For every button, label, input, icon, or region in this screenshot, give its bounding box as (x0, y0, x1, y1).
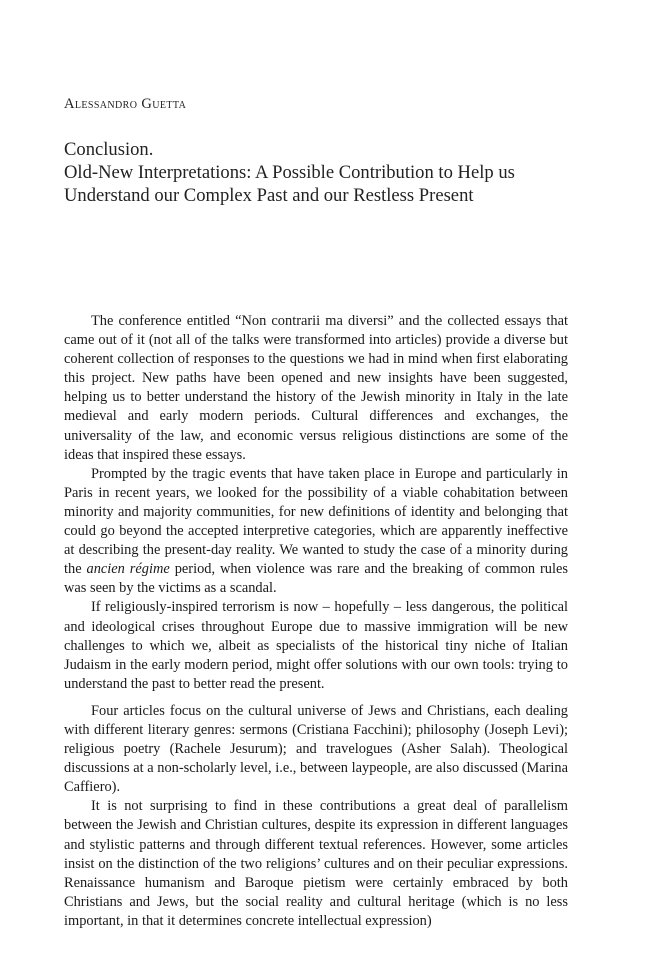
chapter-title-line: Old-New Interpretations: A Possible Contribution to Help us (64, 162, 515, 183)
paragraph: It is not surprising to find in these contributions a great deal of parallelism between the Jewish and Christian cultures, despite its expression in different languages and stylistic patterns and through different textual references. However, some articles insist on the distinction of the two religions’ cultures and on their peculiar expressions. Renaissance humanism and Baroque pietism were certainly embraced by both Christians and Jews, but the social reality and cultural heritage (which is no less important, in that it determines concrete intellectual expression) (64, 798, 568, 929)
chapter-title (64, 138, 584, 207)
chapter-title-line: Conclusion. (64, 139, 154, 160)
paragraph-text: Prompted by the tragic events that have taken place in Europe and particularly in Paris in recent years, we looked for the possibility of a viable cohabitation between minority and majority communities, for new definitions of identity and belonging that could go beyond the accepted interpretive categories, which are apparently ineffective at describing the present-day reality. We wanted to study the case of a minority during the (64, 465, 568, 578)
author-name: Alessandro Guetta (64, 96, 187, 112)
chapter-title-line: Understand our Complex Past and our Restless Present (64, 185, 474, 206)
paragraph: If religiously-inspired terrorism is now – hopefully – less dangerous, the political and ideological crises throughout Europe due to massive immigration will be new challenges to which we, albeit as specialists of the historical tiny niche of Italian Judaism in the early modern period, might offer solutions with our own tools: trying to understand the past to better read the present. (64, 599, 568, 692)
body-text (64, 312, 568, 931)
italic-term: ancien régime (86, 561, 170, 578)
paragraph (64, 465, 568, 599)
paragraph: The conference entitled “Non contrarii ma diversi” and the collected essays that came out of it (not all of the talks were transformed into articles) provide a diverse but coherent collection of responses to the questions we had in mind when first elaborating this project. New paths have been opened and new insights have been suggested, helping us to better understand the history of the Jewish minority in Italy in the late medieval and early modern periods. Cultural differences and exchanges, the universality of the law, and economic versus religious distinctions are some of the ideas that inspired these essays. (64, 313, 568, 463)
paragraph-text: period, when violence was rare and the breaking of common rules was seen by the victims as a scandal. (64, 561, 568, 597)
paragraph: Four articles focus on the cultural universe of Jews and Christians, each dealing with different literary genres: sermons (Cristiana Facchini); philosophy (Joseph Levi); religious poetry (Rachele Jesurum); and travelogues (Asher Salah). Theological discussions at a non-scholarly level, i.e., between laypeople, are also discussed (Marina Caffiero). (64, 702, 568, 796)
